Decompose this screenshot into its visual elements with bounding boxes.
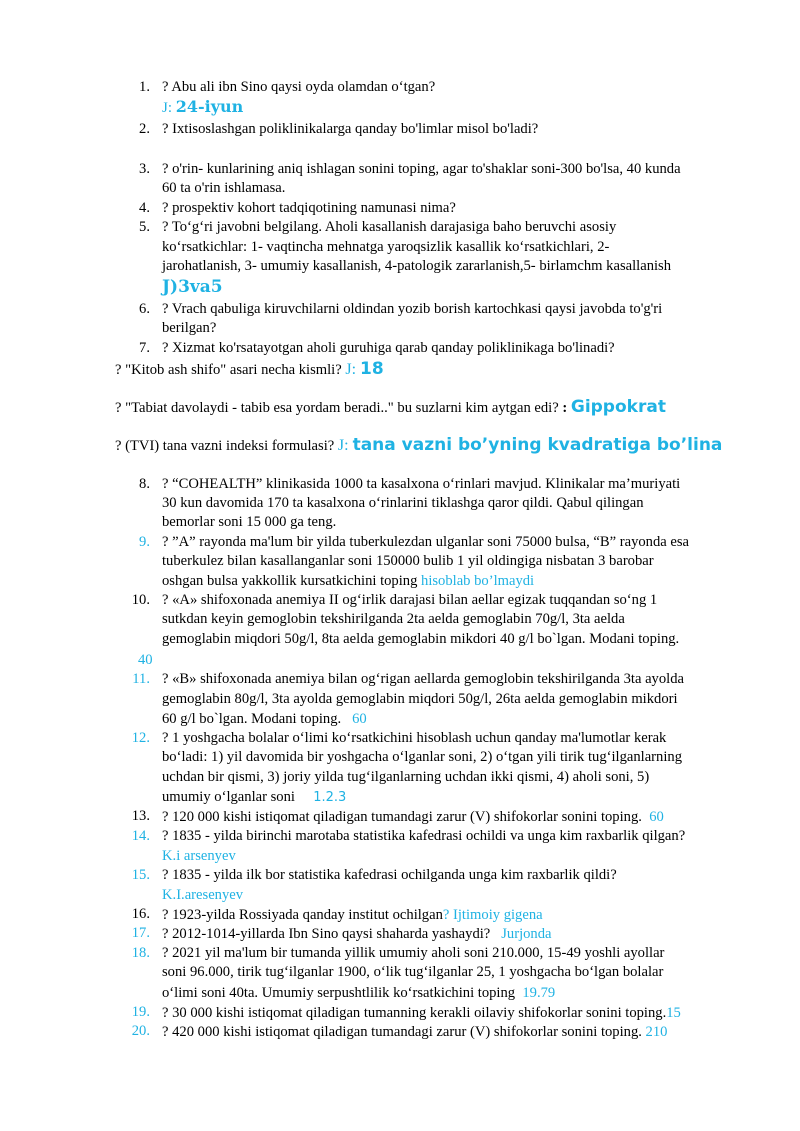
- question-text: soni 96.000, tirik tug‘ilganlar 1900, o‘lik tug‘ilganlar 25, 1 yoshgacha bo‘lgan bolalar: [162, 964, 664, 980]
- question-text: 60 ta o'rin ishlamasa.: [162, 180, 286, 196]
- question-number: 16.: [131, 906, 150, 922]
- unnumbered-question: [115, 397, 666, 418]
- question-number: 1.: [139, 79, 150, 95]
- answer: 24-iyun: [175, 97, 244, 116]
- question-text: ? prospektiv kohort tadqiqotining namunasi nima?: [162, 200, 456, 216]
- question-text: ? 2021 yil ma'lum bir tumanda yillik umumiy aholi soni 210.000, 15-49 yoshli ayollar: [162, 945, 665, 961]
- answer: 60: [649, 809, 664, 825]
- question-text: ? Vrach qabuliga kiruvchilarni oldindan yozib borish kartochkasi qaysi javobda to'g'ri: [162, 301, 663, 317]
- question-text: ? 2012-1014-yillarda Ibn Sino qaysi shaharda yashaydi?: [162, 926, 494, 942]
- question-number: 11.: [132, 671, 150, 687]
- question-number: 12.: [131, 730, 150, 746]
- answer-line: [162, 571, 534, 591]
- question-text: ? Abu ali ibn Sino qaysi oyda olamdan o‘tgan?: [162, 79, 436, 95]
- question-text: berilgan?: [162, 320, 217, 336]
- question-number: 2.: [139, 121, 150, 137]
- question-line: [162, 807, 664, 827]
- question-text: gemoglabin miqdori 50g/l, 8ta aelda gemoglabin mikdori 40 g/l bo`lgan. Modani toping.: [162, 631, 680, 647]
- question-text: ? 1835 - yilda ilk bor statistika kafedrasi ochilganda unga kim raxbarlik qildi?: [162, 867, 617, 883]
- answer-prefix: :: [562, 400, 571, 416]
- question-number: 4.: [139, 200, 150, 216]
- question-number: 14.: [131, 828, 150, 844]
- question-text: ? o'rin- kunlarining aniq ishlagan sonini toping, agar to'shaklar soni-300 bo'lsa, 40 kunda: [162, 161, 681, 177]
- question-number: 18.: [131, 945, 150, 961]
- question-text: ? «A» shifoxonada anemiya II og‘irlik darajasi bilan aellar egizak tuqqandan so‘ng 1: [162, 592, 658, 608]
- question-text: umumiy o‘lganlar soni: [162, 789, 299, 805]
- question-text: ? "Kitob ash shifo" asari necha kismli?: [115, 362, 346, 378]
- question-text: ko‘rsatkichlar: 1- vaqtincha mehnatga yaroqsizlik kasallik ko‘rsatkichlari, 2-: [162, 239, 610, 255]
- unnumbered-question: [115, 359, 384, 380]
- question-number: 10.: [131, 592, 150, 608]
- question-text: ? 1835 - yilda birinchi marotaba statistika kafedrasi ochildi va unga kim raxbarlik qilgan?: [162, 828, 686, 844]
- answer: K.i arsenyev: [162, 848, 236, 864]
- answer: 19.79: [522, 985, 556, 1001]
- question-text: ? "Tabiat davolaydi - tabib esa yordam beradi.." bu suzlarni kim aytgan edi?: [115, 400, 563, 416]
- question-text: ? To‘g‘ri javobni belgilang. Aholi kasallanish darajasiga baho beruvchi asosiy: [162, 219, 617, 235]
- unnumbered-question: [115, 435, 722, 456]
- question-text: ? “COHEALTH” klinikasida 1000 ta kasalxona o‘rinlari mavjud. Klinikalar ma’muriyati: [162, 476, 681, 492]
- question-number: 3.: [139, 161, 150, 177]
- question-number: 19.: [131, 1004, 150, 1020]
- question-text: ? 120 000 kishi istiqomat qiladigan tumandagi zarur (V) shifokorlar sonini toping.: [162, 809, 646, 825]
- question-number: 20.: [131, 1023, 150, 1039]
- answer: ? Ijtimoiy gigena: [442, 907, 543, 923]
- answer: 15: [666, 1005, 681, 1021]
- question-text: ? 30 000 kishi istiqomat qiladigan tumanning kerakli oilaviy shifokorlar sonini toping.: [162, 1005, 667, 1021]
- question-number: 13.: [131, 808, 150, 824]
- question-text: ? 1923-yilda Rossiyada qanday institut ochilgan: [162, 907, 443, 923]
- question-text: oshgan bulsa yakkollik kursatkichini toping: [162, 573, 422, 589]
- question-text: 30 kun davomida 170 ta kasalxona o‘rinlarini tiklashga qaror qildi. Qabul qilingan: [162, 495, 644, 511]
- question-number: 17.: [131, 925, 150, 941]
- question-text: ? Xizmat ko'rsatayotgan aholi guruhiga qarab qanday poliklinikaga bo'linadi?: [162, 340, 615, 356]
- answer: 40: [138, 652, 153, 668]
- answer-line: [162, 277, 223, 298]
- answer-line: [162, 787, 346, 808]
- question-number: 15.: [131, 867, 150, 883]
- answer-prefix: J:: [337, 437, 353, 454]
- question-text: sutkdan keyin gemoglobin tekshirilganda 2ta aelda gemoglabin 70g/l, 3ta aelda: [162, 611, 625, 627]
- question-text: jarohatlanish, 3- umumiy kasallanish, 4-patologik zararlanish,5- birlamchm kasallanish: [162, 258, 672, 274]
- question-number: 6.: [139, 301, 150, 317]
- answer-prefix: J:: [345, 361, 361, 378]
- answer-line: [162, 97, 243, 118]
- question-line: [162, 924, 552, 944]
- question-text: ? 420 000 kishi istiqomat qiladigan tumandagi zarur (V) shifokorlar sonini toping.: [162, 1024, 646, 1040]
- question-text: ? Ixtisoslashgan poliklinikalarga qanday bo'limlar misol bo'ladi?: [162, 121, 539, 137]
- answer: Gippokrat: [570, 397, 666, 417]
- question-number: 7.: [139, 340, 150, 356]
- question-text: ? «B» shifoxonada anemiya bilan og‘rigan aellarda gemoglobin tekshirilganda 3ta ayolda: [162, 671, 684, 687]
- answer: 60: [352, 711, 367, 727]
- question-line: [162, 1003, 681, 1023]
- question-line: [162, 905, 543, 925]
- answer: J)3va5: [162, 277, 223, 297]
- question-text: ? (TVI) tana vazni indeksi formulasi?: [115, 438, 338, 454]
- answer: Jurjonda: [501, 926, 552, 942]
- answer: K.I.aresenyev: [162, 887, 244, 903]
- answer-line: [162, 983, 555, 1003]
- answer: 1.2.3: [313, 790, 347, 805]
- question-text: gemoglabin 80g/l, 3ta ayolda gemoglabin miqdori 50g/l, 26ta aelda gemoglabin mikdori: [162, 691, 678, 707]
- question-text: bemorlar soni 15 000 ga teng.: [162, 514, 337, 530]
- answer: hisoblab bo’lmaydi: [421, 573, 535, 589]
- question-text: o‘limi soni 40ta. Umumiy serpushtlilik ko‘rsatkichini toping: [162, 985, 519, 1001]
- question-text: ? ”A” rayonda ma'lum bir yilda tuberkulezdan ulganlar soni 75000 bulsa, “B” rayonda esa: [162, 534, 690, 550]
- question-text: uchdan bir qismi, 3) joriy yilda tug‘ilganlarning uchdan ikki qismi, 4) aholi soni, 5): [162, 769, 650, 785]
- answer: 210: [645, 1024, 668, 1040]
- answer: tana vazni bo’yning kvadratiga bo’lina: [352, 435, 723, 455]
- question-text: bo‘ladi: 1) yil davomida bir yoshgacha o‘lganlar soni, 2) o‘tgan yili tirik tug‘ilganlarning: [162, 749, 682, 765]
- question-text: 60 g/l bo`lgan. Modani toping.: [162, 711, 345, 727]
- question-number: 8.: [139, 476, 150, 492]
- question-number: 5.: [139, 219, 150, 235]
- question-text: ? 1 yoshgacha bolalar o‘limi ko‘rsatkichini hisoblash uchun qanday ma'lumotlar kerak: [162, 730, 667, 746]
- question-text: tuberkulez bilan kasallanganlar soni 150000 bulib 1 yil oldingiga nisbatan 3 barobar: [162, 553, 654, 569]
- answer-line: [162, 709, 367, 729]
- answer: 18: [360, 359, 384, 379]
- question-number: 9.: [139, 534, 150, 550]
- answer-prefix: J:: [162, 100, 176, 116]
- question-line: [162, 1022, 667, 1042]
